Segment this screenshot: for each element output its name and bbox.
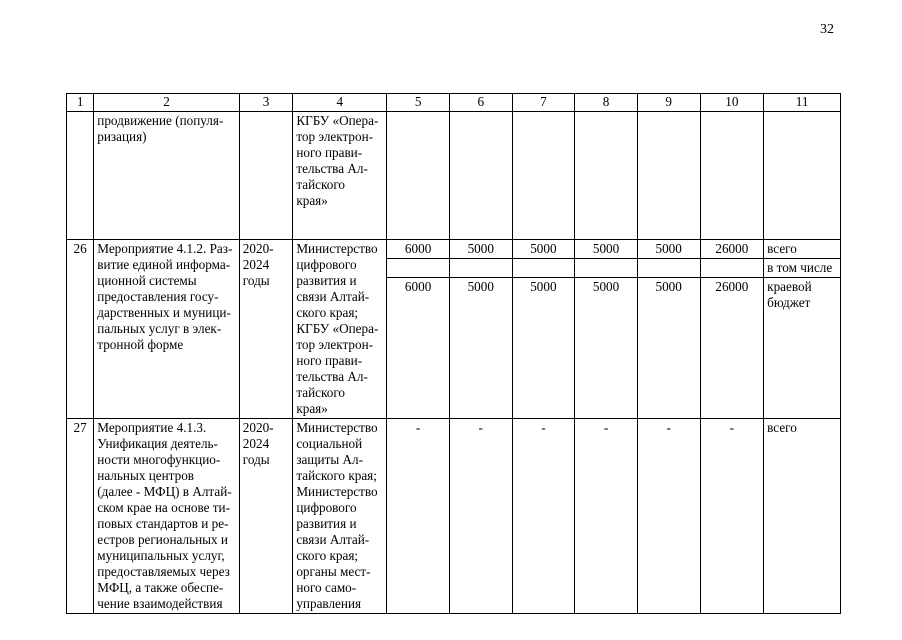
value-2023: 5000 xyxy=(575,278,638,419)
header-cell: 4 xyxy=(293,94,387,112)
measure-name: продвижение (популя- ризация) xyxy=(94,112,240,240)
value-2024: - xyxy=(637,419,700,614)
value-2024 xyxy=(637,259,700,278)
row-number: 27 xyxy=(67,419,94,614)
value-2021 xyxy=(449,259,512,278)
measure-name: Мероприятие 4.1.2. Раз- витие единой информа- ционной системы предоставления госу- дарственных и муници- пальных услуг в элек- тронной форме xyxy=(94,240,240,419)
value-total: - xyxy=(700,419,764,614)
value-2023: - xyxy=(575,419,638,614)
funding-source: всего xyxy=(764,419,841,614)
header-row xyxy=(67,94,841,112)
value-cell xyxy=(449,112,512,240)
header-cell: 8 xyxy=(575,94,638,112)
executor: Министерство социальной защиты Ал- тайского края; Министерство цифрового развития и связи Алтай- ского края; органы мест- ного само- управления xyxy=(293,419,387,614)
value-2024: 5000 xyxy=(637,278,700,419)
header-cell: 7 xyxy=(512,94,575,112)
value-2020 xyxy=(387,259,450,278)
table-row xyxy=(67,240,841,259)
funding-source: в том числе xyxy=(764,259,841,278)
value-2021: 5000 xyxy=(449,278,512,419)
value-2022: - xyxy=(512,419,575,614)
funding-source: краевой бюджет xyxy=(764,278,841,419)
period xyxy=(239,112,293,240)
value-cell xyxy=(387,112,450,240)
source-cell xyxy=(764,112,841,240)
header-cell: 2 xyxy=(94,94,240,112)
executor: Министерство цифрового развития и связи Алтай- ского края; КГБУ «Опера- тор электрон- ного прави- тельства Ал- тайского края» xyxy=(293,240,387,419)
header-cell: 10 xyxy=(700,94,764,112)
row-number: 26 xyxy=(67,240,94,419)
value-cell xyxy=(637,112,700,240)
value-2020: 6000 xyxy=(387,278,450,419)
value-total: 26000 xyxy=(700,278,764,419)
header-cell: 1 xyxy=(67,94,94,112)
value-total xyxy=(700,259,764,278)
page-number: 32 xyxy=(820,22,834,37)
header-cell: 11 xyxy=(764,94,841,112)
value-2020: - xyxy=(387,419,450,614)
value-cell xyxy=(575,112,638,240)
header-cell: 9 xyxy=(637,94,700,112)
value-2023: 5000 xyxy=(575,240,638,259)
header-cell: 5 xyxy=(387,94,450,112)
value-2022: 5000 xyxy=(512,278,575,419)
value-total: 26000 xyxy=(700,240,764,259)
program-table xyxy=(66,93,841,614)
header-cell: 6 xyxy=(449,94,512,112)
value-2022: 5000 xyxy=(512,240,575,259)
value-cell xyxy=(512,112,575,240)
value-2022 xyxy=(512,259,575,278)
period: 2020- 2024 годы xyxy=(239,240,293,419)
measure-name: Мероприятие 4.1.3. Унификация деятель- ности многофункцио- нальных центров (далее - МФЦ) в Алтай- ском крае на основе ти- повых стандартов и ре- естров региональных и муниципальных услуг, предоставляемых через МФЦ, а также обеспе- чение взаимодействия xyxy=(94,419,240,614)
executor: КГБУ «Опера- тор электрон- ного прави- тельства Ал- тайского края» xyxy=(293,112,387,240)
table-row xyxy=(67,419,841,614)
table-row xyxy=(67,112,841,240)
value-cell xyxy=(700,112,764,240)
funding-source: всего xyxy=(764,240,841,259)
row-number xyxy=(67,112,94,240)
value-2021: - xyxy=(449,419,512,614)
value-2024: 5000 xyxy=(637,240,700,259)
value-2023 xyxy=(575,259,638,278)
value-2020: 6000 xyxy=(387,240,450,259)
value-2021: 5000 xyxy=(449,240,512,259)
header-cell: 3 xyxy=(239,94,293,112)
period: 2020- 2024 годы xyxy=(239,419,293,614)
